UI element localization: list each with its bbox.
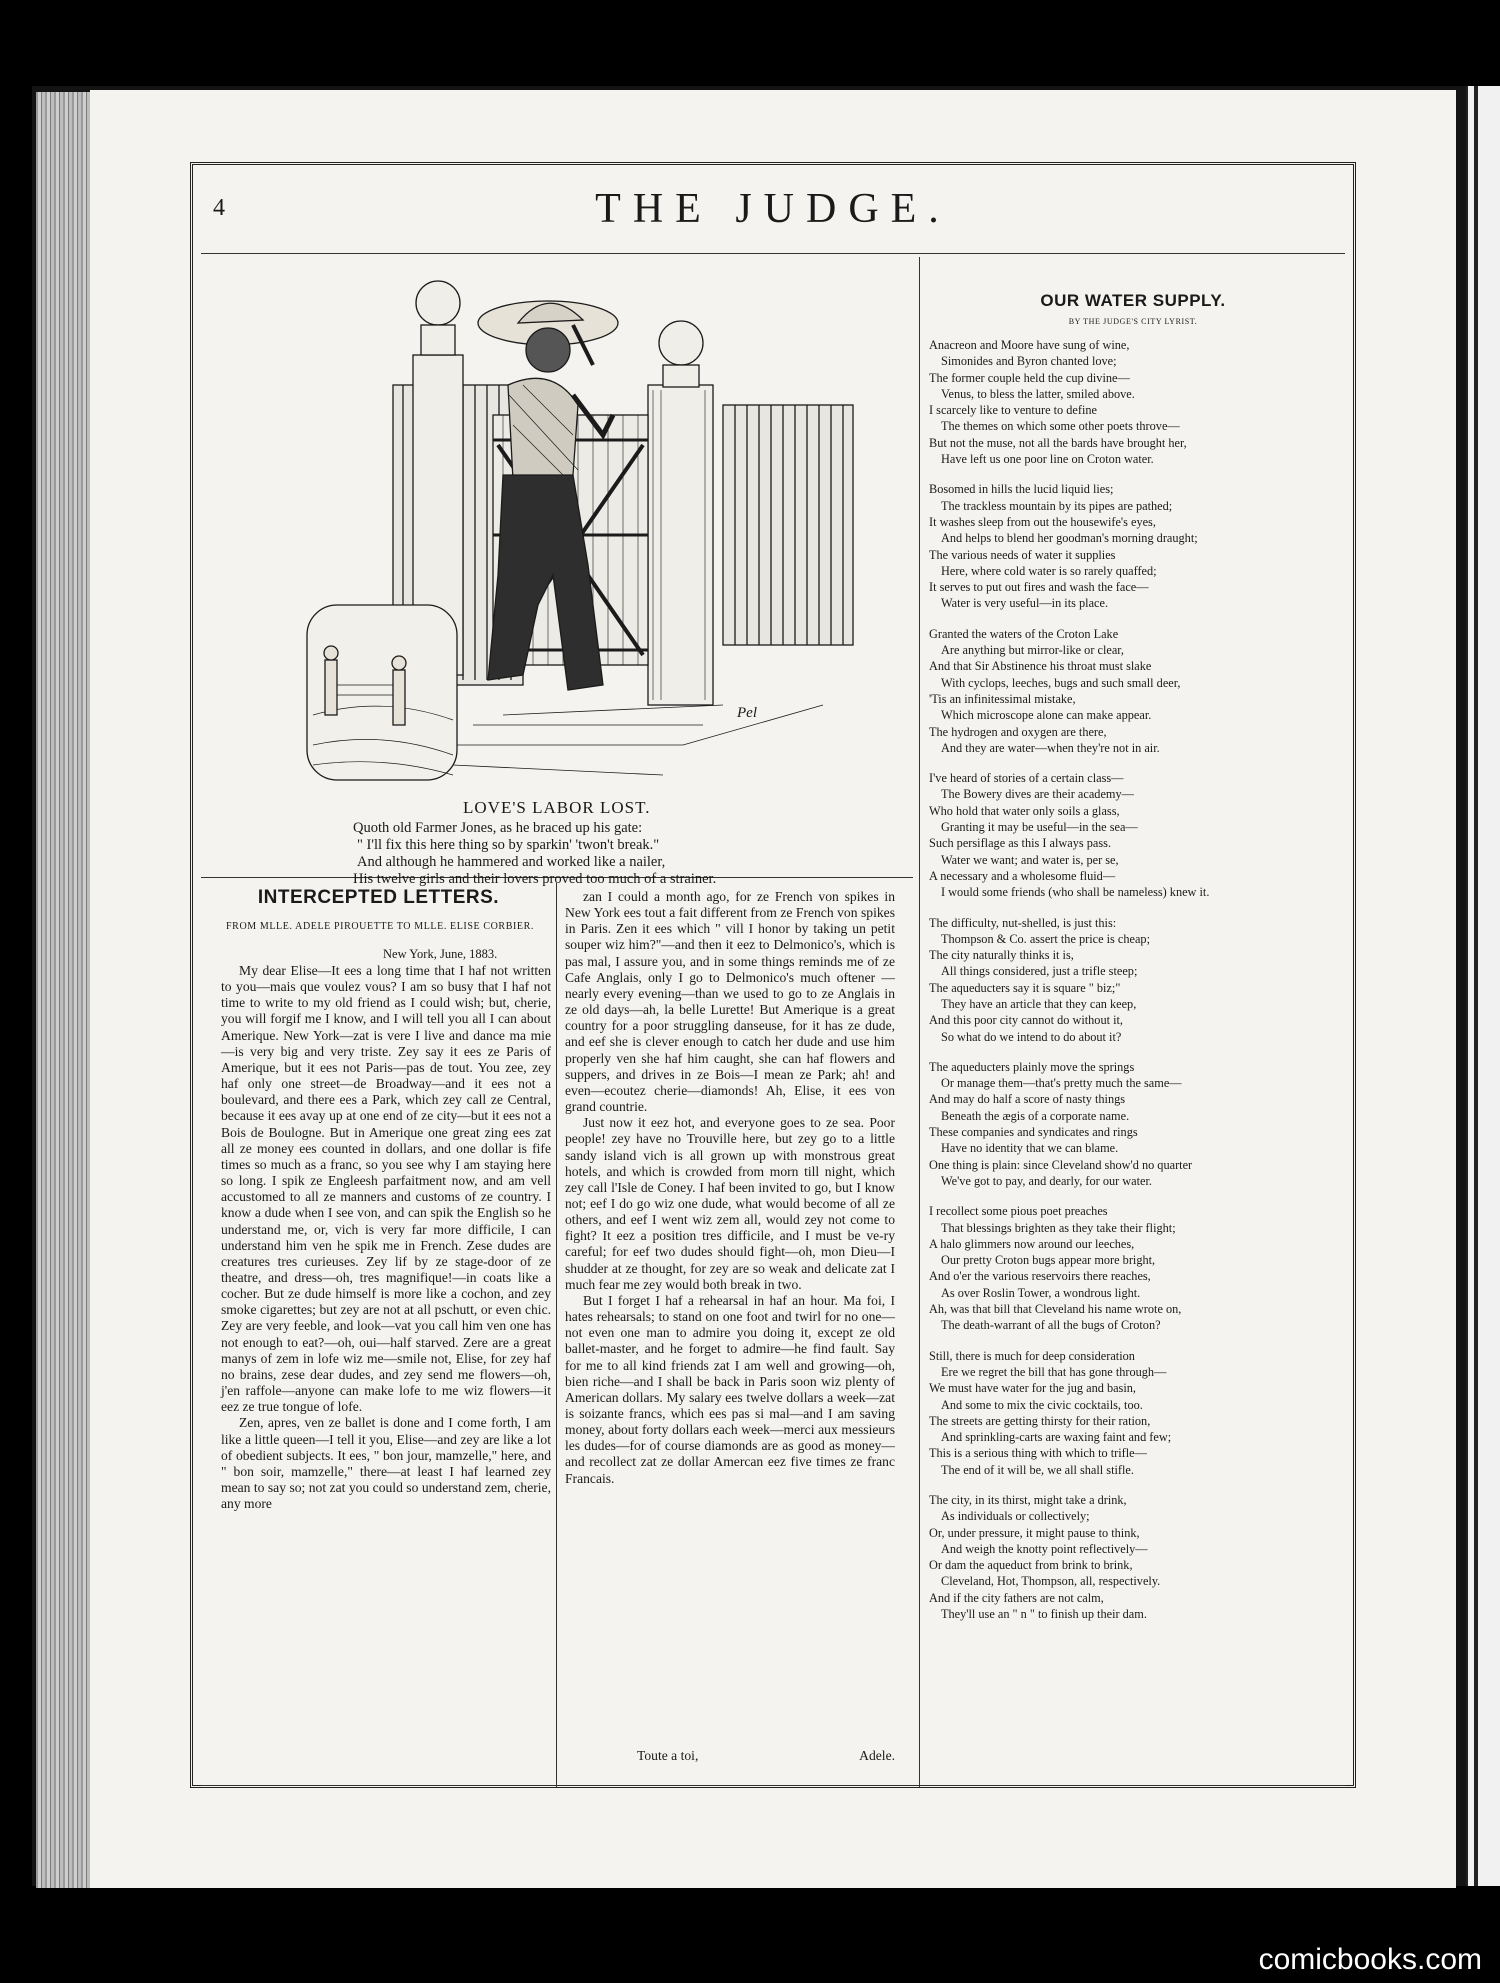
cartoon-illustration xyxy=(303,275,863,785)
poem-line: All things considered, just a trifle steep; xyxy=(941,964,1138,979)
letter-paragraph: My dear Elise—It ees a long time that I haf not written to you—mais que voulez vous? I am so busy that I haf not time to write to my old friend as I could wish; but, cherie, you will forgif me I know, and I will tell you all I can about Amerique. New York—zat is vere I live and dance ma mie—is very big and very triste. Zey say it ees ze Paris of Amerique, but it ees not Paris—pas de tout. You zee, zey haf only one street—de Broadway—and it ees not a boulevard, and there ees a Park, which zey call ze Central, because it ees avay up at one end of ze city—but it ees not a Bois de Boulogne. But in Amerique one great zing ees zat all ze money ees counted in dollars, and one dollar is fife times so much as a franc, so you see why I am staying here so long. I spik ze Engleesh parfaitment now, and am vell accustomed to all ze manners and customs of ze country. I know a dude when I see von, and can spik the English so he understand me, or, vich is very far more difficile, I can understand him ven he spik me in French. Zese dudes are creatures tres curieuses. Zey lif by ze stage-door of ze theatre, and dress—oh, tres magnifique!—in coats like a cocher. But ze dude himself is more like a cochon, and zey smoke cigarettes; but zey are not at all pschutt, or even chic. Zey are very feeble, and look—vat you call him ven one has not enough to eat?—oh, oui—half starved. Zere are a great manys of zem in lofe wiz me—smile not, Elise, for zey haf no brains, zese dear dudes, and zey send me flowers—oh, j'en raffole—anyone can make lofe to me wiz flowers—it eez ze true tongue of lofe. xyxy=(221,963,551,1415)
poem-stanza xyxy=(929,1203,1337,1333)
poem-line: The aqueducters plainly move the springs xyxy=(929,1059,1135,1074)
poem-line: The former couple held the cup divine— xyxy=(929,370,1130,385)
poem-line: I recollect some pious poet preaches xyxy=(929,1204,1108,1219)
gate-post-right xyxy=(648,321,713,705)
poem-line: Such persiflage as this I always pass. xyxy=(929,836,1112,851)
letters-dateline: New York, June, 1883. xyxy=(383,947,498,961)
bottom-rule xyxy=(201,1785,1345,1786)
next-page-edge xyxy=(1466,86,1500,1886)
masthead: THE JUDGE. xyxy=(595,186,951,232)
poem-line: The end of it will be, we all shall stifle. xyxy=(941,1462,1134,1477)
poem-body xyxy=(929,337,1337,1636)
poem-line: With cyclops, leeches, bugs and such small deer, xyxy=(941,675,1181,690)
book-spine xyxy=(36,92,92,1888)
poem-byline: BY THE JUDGE'S CITY LYRIST. xyxy=(1068,317,1198,326)
poem-line: Or, under pressure, it might pause to think, xyxy=(929,1525,1140,1540)
letter-signature: Adele. xyxy=(859,1748,895,1763)
verse-line: Quoth old Farmer Jones, as he braced up his gate: xyxy=(353,820,643,836)
poem-line: We've got to pay, and dearly, for our water. xyxy=(941,1173,1152,1188)
poem-stanza xyxy=(929,337,1337,467)
poem-line: I scarcely like to venture to define xyxy=(929,403,1097,418)
poem-line: Water we want; and water is, per se, xyxy=(941,852,1119,867)
poem-line: A halo glimmers now around our leeches, xyxy=(929,1236,1135,1251)
walkway xyxy=(443,705,823,775)
masthead-rule xyxy=(201,253,1345,254)
poem-line: Simonides and Byron chanted love; xyxy=(941,354,1117,369)
poem-line: Venus, to bless the latter, smiled above. xyxy=(941,386,1135,401)
poem-line: It washes sleep from out the housewife's eyes, xyxy=(929,514,1156,529)
poem-line: Cleveland, Hot, Thompson, all, respectively. xyxy=(941,1574,1161,1589)
poem-line: A necessary and a wholesome fluid— xyxy=(929,868,1116,883)
fence-right xyxy=(723,405,853,645)
poem-line: The themes on which some other poets throve— xyxy=(941,419,1180,434)
poem-stanza xyxy=(929,770,1337,900)
poem-line: But not the muse, not all the bards have brought her, xyxy=(929,435,1187,450)
poem-line: As over Roslin Tower, a wondrous light. xyxy=(941,1285,1141,1300)
letters-column-1 xyxy=(221,963,551,1512)
poem-line: Are anything but mirror-like or clear, xyxy=(941,643,1124,658)
letters-from-line: FROM MLLE. ADELE PIROUETTE TO MLLE. ELISE CORBIER. xyxy=(226,921,534,932)
poem-line: I would some friends (who shall be nameless) knew it. xyxy=(941,885,1210,900)
poem-line: They have an article that they can keep, xyxy=(941,996,1137,1011)
poem-line: The streets are getting thirsty for their ration, xyxy=(929,1413,1151,1428)
letter-paragraph: zan I could a month ago, for ze French von spikes in New York ees tout a fait different from ze French von spikes in Paris. Zen it ees which " vill I honor by taking un petit souper wiz him?"—and then it eez to Delmonico's, which is pas mal, I assure you, and in some things reminds me of ze Cafe Anglais, only I go to Delmonico's much oftener —nearly every evening—than we used to go to ze Anglais in ze old days—ah, la belle Lurette! But Amerique is a great country for a poor struggling danseuse, for it has ze dude, and eef she is clever enough to catch her dude and use him properly ven she haf him caught, she can haf flowers and suppers, and drives in ze Bois—I mean ze Park; ah! and even—ecoutez cherie—diamonds! Ah, Elise, it ees von grand countrie. xyxy=(565,889,895,1115)
artist-signature: Pel xyxy=(737,705,757,721)
verse-line: His twelve girls and their lovers proved too much of a strainer. xyxy=(353,871,717,887)
poem-line: It serves to put out fires and wash the face— xyxy=(929,580,1149,595)
poem-line: Our pretty Croton bugs appear more bright, xyxy=(941,1253,1156,1268)
cartoon-verse xyxy=(353,820,913,888)
poem-line: The difficulty, nut-shelled, is just this: xyxy=(929,915,1117,930)
poem-line: And if the city fathers are not calm, xyxy=(929,1590,1104,1605)
poem-stanza xyxy=(929,1348,1337,1478)
poem-line: These companies and syndicates and rings xyxy=(929,1125,1138,1140)
poem-line: Thompson & Co. assert the price is cheap; xyxy=(941,931,1150,946)
cartoon-title: LOVE'S LABOR LOST. xyxy=(463,798,651,817)
page-number: 4 xyxy=(213,195,225,221)
poem-line: Granted the waters of the Croton Lake xyxy=(929,626,1119,641)
poem-line: Ah, was that bill that Cleveland his name wrote on, xyxy=(929,1302,1182,1317)
poem-line: And helps to blend her goodman's morning draught; xyxy=(941,531,1198,546)
letter-signoff xyxy=(565,1748,895,1764)
poem-line: The aqueducters say it is square " biz;" xyxy=(929,980,1121,995)
poem-stanza xyxy=(929,481,1337,611)
letters-heading: INTERCEPTED LETTERS. xyxy=(257,887,500,908)
poem-line: Or dam the aqueduct from brink to brink, xyxy=(929,1558,1133,1573)
poem-line: Water is very useful—in its place. xyxy=(941,596,1109,611)
column-divider-center xyxy=(556,883,557,1787)
poem-line: One thing is plain: since Cleveland show'd no quarter xyxy=(929,1157,1193,1172)
poem-line: Have no identity that we can blame. xyxy=(941,1141,1119,1156)
poem-line: I've heard of stories of a certain class— xyxy=(929,771,1124,786)
poem-line: 'Tis an infinitessimal mistake, xyxy=(929,691,1076,706)
poem-line: Have left us one poor line on Croton water. xyxy=(941,452,1154,467)
poem-line: We must have water for the jug and basin, xyxy=(929,1381,1136,1396)
poem-line: Granting it may be useful—in the sea— xyxy=(941,820,1138,835)
letter-closing: Toute a toi, xyxy=(637,1748,699,1763)
poem-stanza xyxy=(929,1059,1337,1189)
poem-line: The hydrogen and oxygen are there, xyxy=(929,724,1107,739)
verse-line: " I'll fix this here thing so by sparkin' 'twon't break." xyxy=(357,837,660,853)
column-divider-right xyxy=(919,257,920,1787)
poem-line: And this poor city cannot do without it, xyxy=(929,1013,1124,1028)
poem-line: Anacreon and Moore have sung of wine, xyxy=(929,338,1130,352)
poem-line: Who hold that water only soils a glass, xyxy=(929,803,1120,818)
poem-line: Or manage them—that's pretty much the same— xyxy=(941,1076,1182,1091)
poem-line: Ere we regret the bill that has gone through— xyxy=(941,1364,1167,1379)
letters-column-2 xyxy=(565,889,895,1487)
poem-line: The trackless mountain by its pipes are pathed; xyxy=(941,498,1173,513)
page-frame xyxy=(190,162,1356,1788)
poem-line: The city, in its thirst, might take a drink, xyxy=(929,1493,1127,1507)
poem-line: As individuals or collectively; xyxy=(941,1509,1090,1524)
watermark: comicbooks.com xyxy=(1258,1943,1482,1976)
poem-line: And may do half a score of nasty things xyxy=(929,1092,1126,1107)
poem-line: So what do we intend to do about it? xyxy=(941,1029,1122,1044)
verse-line: And although he hammered and worked like a nailer, xyxy=(357,854,666,870)
poem-line: The Bowery dives are their academy— xyxy=(941,787,1134,802)
inset-vignette xyxy=(307,605,457,780)
poem-line: And o'er the various reservoirs there reaches, xyxy=(929,1269,1151,1284)
poem-line: Which microscope alone can make appear. xyxy=(941,708,1152,723)
poem-line: Beneath the ægis of a corporate name. xyxy=(941,1108,1130,1123)
poem-line: Here, where cold water is so rarely quaffed; xyxy=(941,563,1157,578)
letter-paragraph: But I forget I haf a rehearsal in haf an hour. Ma foi, I hates rehearsals; to stand on one foot and twirl for no one—not even one man to admire you doing it, except ze old ballet-master, and he forget to admire—he find fault. Say for me to all kind friends zat I am well and growing—oh, bien riche—and I shall be back in Paris soon wiz plenty of American dollars. My salary ees twelve dollars a week—zat is soizante francs, which ees pas si mal—and I am saving money, about forty dollars each week—merci aux messieurs les dudes—for of course diamonds are as good as money—and recollect zat ze dollar Amercan eez five times ze franc Francais. xyxy=(565,1292,895,1486)
letter-paragraph: Just now it eez hot, and everyone goes to ze sea. Poor people! zey have no Trouville here, but zey go to a little sandy island vich is all grown up with monstrous great hotels, and which is crowded from morn till night, which zey call l'Isle de Coney. I haf been invited to go, but I know not; eef I do go wiz one dude, what would become of all ze others, and eef I went wiz zem all, would zey not come to fight? It eez a position tres difficile, and I must be ve-ry careful; for eef two dudes should fight—oh, mon Dieu—I shudder at ze thought, for zey are so weak and delicate zat I much fear me zey would both break in two. xyxy=(565,1115,895,1292)
magazine-page xyxy=(90,90,1456,1888)
poem-line: And they are water—when they're not in air. xyxy=(941,740,1160,755)
poem-line: And that Sir Abstinence his throat must slake xyxy=(929,659,1152,674)
poem-line: The death-warrant of all the bugs of Croton? xyxy=(941,1318,1161,1333)
poem-line: And some to mix the civic cocktails, too. xyxy=(941,1397,1143,1412)
poem-heading: OUR WATER SUPPLY. xyxy=(1040,291,1226,310)
poem-line: And weigh the knotty point reflectively— xyxy=(941,1541,1148,1556)
poem-stanza xyxy=(929,626,1337,756)
poem-line: The various needs of water it supplies xyxy=(929,547,1116,562)
poem-line: They'll use an " n " to finish up their dam. xyxy=(941,1607,1147,1622)
poem-stanza xyxy=(929,1492,1337,1622)
poem-line: Still, there is much for deep consideration xyxy=(929,1348,1135,1363)
poem-line: That blessings brighten as they take their flight; xyxy=(941,1220,1176,1235)
poem-line: This is a serious thing with which to trifle— xyxy=(929,1446,1147,1461)
poem-line: Bosomed in hills the lucid liquid lies; xyxy=(929,482,1114,497)
poem-line: The city naturally thinks it is, xyxy=(929,948,1074,963)
letter-paragraph: Zen, apres, ven ze ballet is done and I come forth, I am like a little queen—I tell it you, Elise—and zey are like a lot of obedient subjects. It ees, " bon jour, mamzelle," here, and " bon soir, mamzelle," there—at least I haf learned zey mean to say so; not zat you could so understand zem, cherie, any more xyxy=(221,1415,551,1512)
poem-stanza xyxy=(929,915,1337,1045)
poem-line: And sprinkling-carts are waxing faint and few; xyxy=(941,1430,1172,1445)
